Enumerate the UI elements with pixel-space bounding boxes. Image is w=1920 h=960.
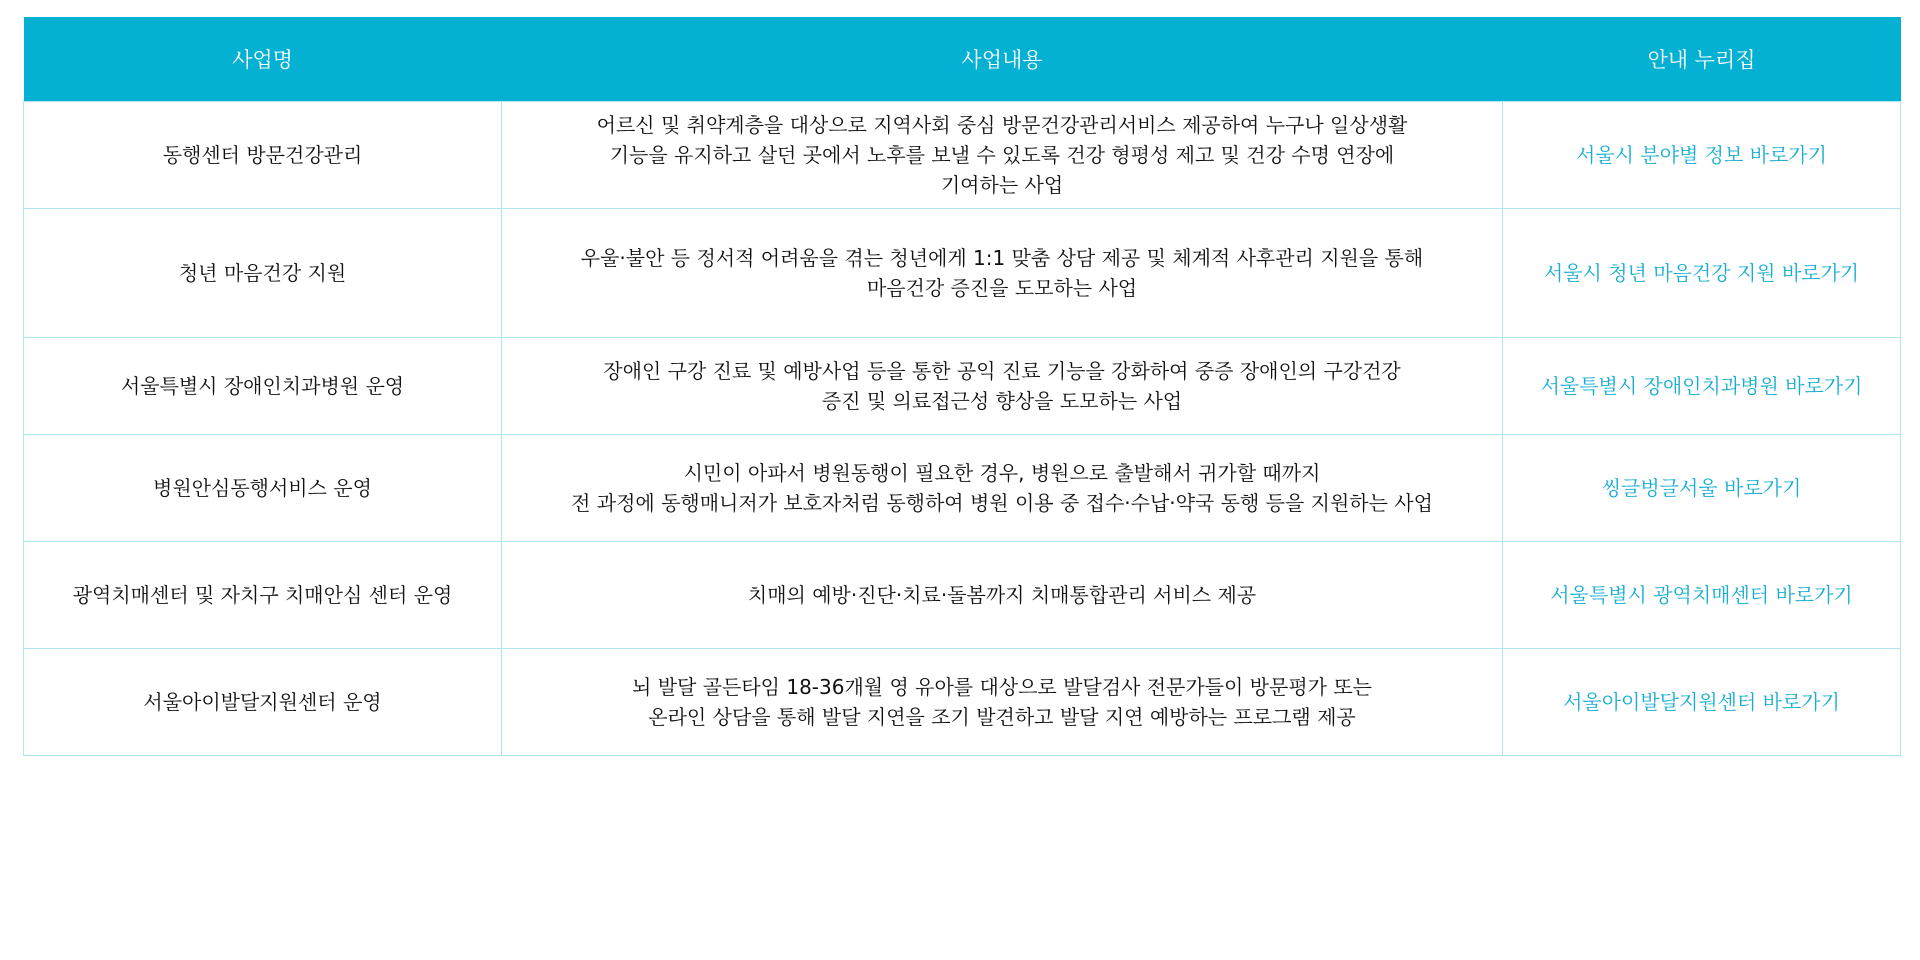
program-description-cell: 치매의 예방·진단·치료·돌봄까지 치매통합관리 서비스 제공 — [502, 542, 1503, 649]
website-link[interactable]: 서울시 청년 마음건강 지원 바로가기 — [1503, 209, 1901, 338]
table-row — [24, 542, 1901, 649]
website-link[interactable]: 서울특별시 광역치매센터 바로가기 — [1503, 542, 1901, 649]
program-name-cell: 동행센터 방문건강관리 — [24, 102, 502, 209]
table-row — [24, 209, 1901, 338]
program-table-container — [23, 17, 1900, 756]
website-link[interactable]: 서울시 분야별 정보 바로가기 — [1503, 102, 1901, 209]
program-description-cell: 뇌 발달 골든타임 18-36개월 영 유아를 대상으로 발달검사 전문가들이 방문평가 또는 온라인 상담을 통해 발달 지연을 조기 발견하고 발달 지연 예방하는 프로그램 제공 — [502, 649, 1503, 756]
table-body — [24, 102, 1901, 756]
program-name-cell: 청년 마음건강 지원 — [24, 209, 502, 338]
table-row — [24, 338, 1901, 435]
header-program-description: 사업내용 — [502, 17, 1503, 102]
program-description-cell: 장애인 구강 진료 및 예방사업 등을 통한 공익 진료 기능을 강화하여 중증 장애인의 구강건강 증진 및 의료접근성 향상을 도모하는 사업 — [502, 338, 1503, 435]
program-description-cell: 시민이 아파서 병원동행이 필요한 경우, 병원으로 출발해서 귀가할 때까지 전 과정에 동행매니저가 보호자처럼 동행하여 병원 이용 중 접수·수납·약국 동행 등을 지원하는 사업 — [502, 435, 1503, 542]
header-program-name: 사업명 — [24, 17, 502, 102]
program-description-cell: 우울·불안 등 정서적 어려움을 겪는 청년에게 1:1 맞춤 상담 제공 및 체계적 사후관리 지원을 통해 마음건강 증진을 도모하는 사업 — [502, 209, 1503, 338]
website-link[interactable]: 서울아이발달지원센터 바로가기 — [1503, 649, 1901, 756]
table-row — [24, 435, 1901, 542]
program-name-cell: 병원안심동행서비스 운영 — [24, 435, 502, 542]
header-info-website: 안내 누리집 — [1503, 17, 1901, 102]
program-description-cell: 어르신 및 취약계층을 대상으로 지역사회 중심 방문건강관리서비스 제공하여 누구나 일상생활 기능을 유지하고 살던 곳에서 노후를 보낼 수 있도록 건강 형평성 제고 및 건강 수명 연장에 기여하는 사업 — [502, 102, 1503, 209]
website-link[interactable]: 서울특별시 장애인치과병원 바로가기 — [1503, 338, 1901, 435]
program-table — [23, 17, 1901, 756]
program-name-cell: 서울특별시 장애인치과병원 운영 — [24, 338, 502, 435]
website-link[interactable]: 씽글벙글서울 바로가기 — [1503, 435, 1901, 542]
table-row — [24, 102, 1901, 209]
program-name-cell: 광역치매센터 및 자치구 치매안심 센터 운영 — [24, 542, 502, 649]
table-row — [24, 649, 1901, 756]
header-row — [24, 17, 1901, 102]
program-name-cell: 서울아이발달지원센터 운영 — [24, 649, 502, 756]
table-header — [24, 17, 1901, 102]
